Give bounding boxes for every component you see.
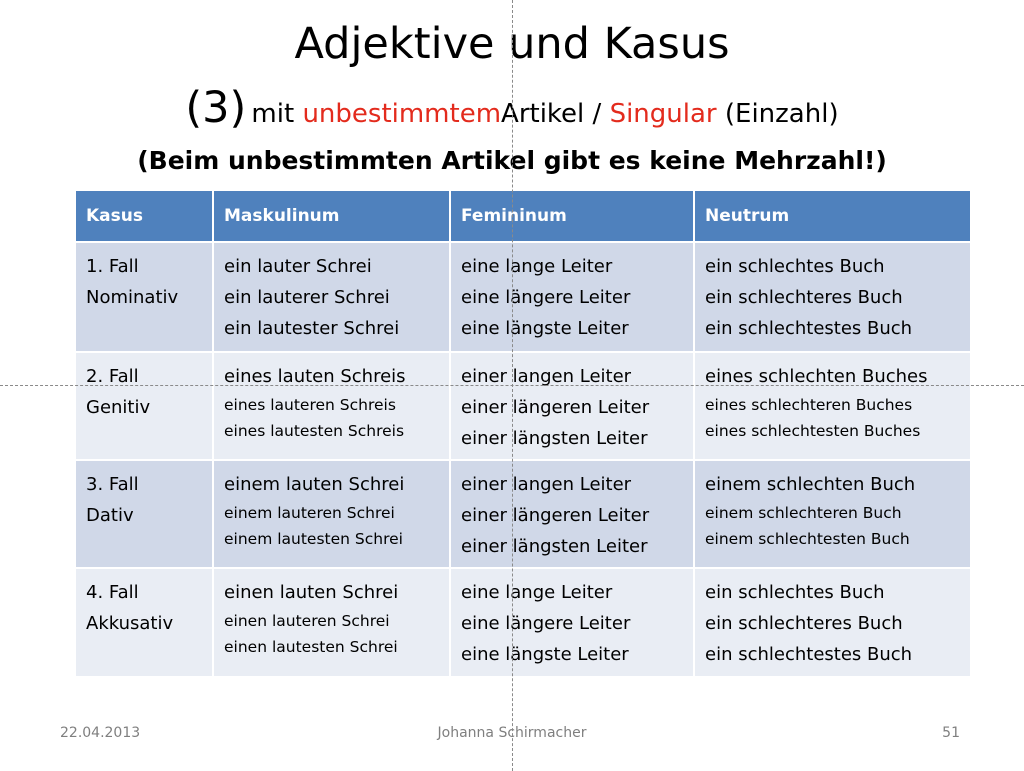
case-name: Nominativ (86, 287, 179, 308)
neutrum-cell (694, 460, 970, 568)
form-comparative: eine längere Leiter (461, 613, 631, 634)
femininum-cell (450, 460, 694, 568)
femininum-cell (450, 352, 694, 460)
neutrum-cell (694, 568, 970, 676)
form-superlative: ein lautester Schrei (224, 318, 400, 339)
subtitle-part-mit: mit (251, 99, 295, 129)
case-number: 4. Fall (86, 582, 139, 603)
form-comparative: ein lauterer Schrei (224, 287, 390, 308)
case-name: Genitiv (86, 397, 151, 418)
maskulinum-cell (213, 568, 450, 676)
subtitle-number: (3) (185, 83, 247, 133)
form-positive: einem schlechten Buch (705, 474, 916, 495)
form-superlative: eine längste Leiter (461, 644, 629, 665)
form-superlative: eines schlechtesten Buches (705, 422, 921, 440)
form-positive: einer langen Leiter (461, 366, 632, 387)
slide-note: (Beim unbestimmten Artikel gibt es keine Mehrzahl!) (137, 146, 887, 175)
case-name: Akkusativ (86, 613, 174, 634)
case-number: 3. Fall (86, 474, 139, 495)
case-cell (76, 242, 213, 352)
table-row (76, 460, 970, 568)
form-comparative: eines schlechteren Buches (705, 396, 913, 414)
form-comparative: einem lauteren Schrei (224, 504, 395, 522)
femininum-cell (450, 568, 694, 676)
form-positive: ein lauter Schrei (224, 256, 372, 277)
footer-date: 22.04.2013 (60, 725, 141, 741)
subtitle-text (251, 99, 838, 129)
form-positive: einer langen Leiter (461, 474, 632, 495)
form-superlative: einer längsten Leiter (461, 428, 648, 449)
table-row (76, 242, 970, 352)
form-superlative: einem lautesten Schrei (224, 530, 403, 548)
maskulinum-cell (213, 242, 450, 352)
header-maskulinum: Maskulinum (213, 191, 450, 242)
form-superlative: einem schlechtesten Buch (705, 530, 910, 548)
form-comparative: ein schlechteres Buch (705, 287, 903, 308)
table-row (76, 352, 970, 460)
case-cell (76, 568, 213, 676)
slide-title: Adjektive und Kasus (294, 19, 730, 69)
maskulinum-cell (213, 352, 450, 460)
case-cell (76, 460, 213, 568)
form-superlative: ein schlechtestes Buch (705, 318, 913, 339)
footer-page-number: 51 (942, 725, 960, 741)
form-positive: eine lange Leiter (461, 256, 613, 277)
table-row (76, 568, 970, 676)
form-comparative: ein schlechteres Buch (705, 613, 903, 634)
form-positive: eine lange Leiter (461, 582, 613, 603)
subtitle-highlight-singular: Singular (609, 99, 717, 129)
header-neutrum: Neutrum (694, 191, 970, 242)
case-name: Dativ (86, 505, 134, 526)
case-number: 2. Fall (86, 366, 139, 387)
form-comparative: einer längeren Leiter (461, 505, 650, 526)
form-positive: eines schlechten Buches (705, 366, 928, 387)
subtitle-part-einzahl: (Einzahl) (724, 99, 839, 129)
case-number: 1. Fall (86, 256, 139, 277)
form-comparative: einer längeren Leiter (461, 397, 650, 418)
form-comparative: einen lauteren Schrei (224, 612, 390, 630)
form-superlative: ein schlechtestes Buch (705, 644, 913, 665)
form-positive: einen lauten Schrei (224, 582, 399, 603)
form-comparative: eines lauteren Schreis (224, 396, 396, 414)
neutrum-cell (694, 352, 970, 460)
form-superlative: einer längsten Leiter (461, 536, 648, 557)
form-comparative: einem schlechteren Buch (705, 504, 902, 522)
subtitle-highlight-unbestimmtem: unbestimmtem (302, 99, 502, 129)
declension-table (76, 191, 970, 676)
form-comparative: eine längere Leiter (461, 287, 631, 308)
form-positive: eines lauten Schreis (224, 366, 406, 387)
table-header-row (76, 191, 970, 242)
form-positive: einem lauten Schrei (224, 474, 405, 495)
form-positive: ein schlechtes Buch (705, 256, 885, 277)
form-positive: ein schlechtes Buch (705, 582, 885, 603)
form-superlative: einen lautesten Schrei (224, 638, 398, 656)
case-cell (76, 352, 213, 460)
header-femininum: Femininum (450, 191, 694, 242)
header-kasus: Kasus (76, 191, 213, 242)
subtitle-part-artikel: Artikel / (501, 99, 602, 129)
footer-author: Johanna Schirmacher (437, 725, 587, 741)
form-superlative: eines lautesten Schreis (224, 422, 405, 440)
horizontal-guide-line (0, 385, 1024, 386)
form-superlative: eine längste Leiter (461, 318, 629, 339)
neutrum-cell (694, 242, 970, 352)
femininum-cell (450, 242, 694, 352)
maskulinum-cell (213, 460, 450, 568)
